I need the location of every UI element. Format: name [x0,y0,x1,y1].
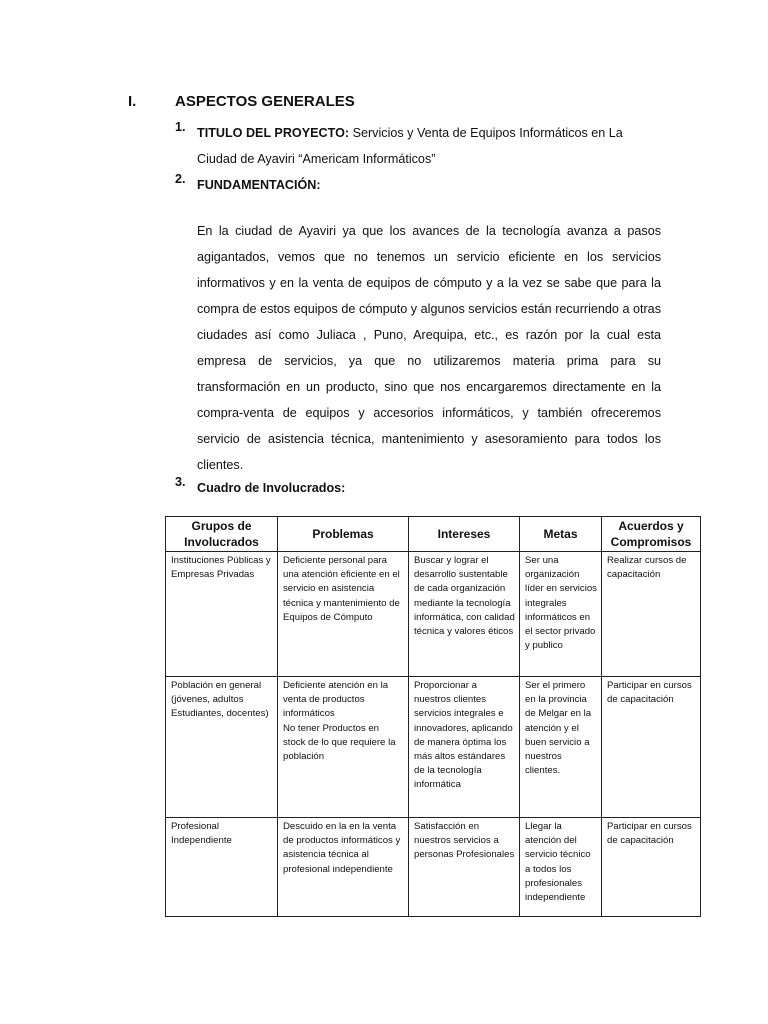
header-metas: Metas [520,517,602,552]
fundamentacion-label: FUNDAMENTACIÓN: [197,178,321,192]
table-row [166,677,701,818]
cell-acuerdos: Participar en cursos de capacitación [602,818,701,917]
cell-metas: Ser una organización líder en servicios integrales informáticos en el sector privado y publico [520,552,602,677]
titulo-label: TITULO DEL PROYECTO: [197,126,350,140]
cell-grupo: Instituciones Públicas y Empresas Privadas [166,552,278,677]
item-number: 2. [175,172,186,186]
cell-metas: Ser el primero en la provincia de Melgar en la atención y el buen servicio a nuestros clientes. [520,677,602,818]
table-row [166,818,701,917]
cell-problemas: Descuido en la en la venta de productos informáticos y asistencia técnica al profesional independiente [278,818,409,917]
involucrados-table [165,516,701,917]
cell-intereses: Proporcionar a nuestros clientes servicios integrales e innovadores, aplicando de manera óptima los más altos estándares de la tecnología informática [409,677,520,818]
cell-grupo: Población en general (jóvenes, adultos Estudiantes, docentes) [166,677,278,818]
cell-problemas: Deficiente personal para una atención eficiente en el servicio en asistencia técnica y mantenimiento de Equipos de Cómputo [278,552,409,677]
table-header-row [166,517,701,552]
section-title: ASPECTOS GENERALES [175,93,355,110]
cell-problemas [278,677,409,818]
item-number: 3. [175,475,186,489]
cell-problemas-line-1: Deficiente atención en la venta de productos informáticos [283,680,389,720]
cell-metas: Llegar la atención del servicio técnico a todos los profesionales independiente [520,818,602,917]
item-number: 1. [175,120,186,134]
cell-grupo: Profesional Independiente [166,818,278,917]
cuadro-label: Cuadro de Involucrados: [197,481,346,495]
header-problemas: Problemas [278,517,409,552]
header-grupos: Grupos de Involucrados [166,517,278,552]
header-acuerdos: Acuerdos y Compromisos [602,517,701,552]
section-number: I. [128,93,137,110]
fundamentacion-paragraph: En la ciudad de Ayaviri ya que los avances de la tecnología avanza a pasos agigantados, vemos que no tenemos un servicio eficiente en los servicios informativos y en la venta de equipos de cómputo y a la vez se sabe que para la compra de estos equipos de cómputo y algunos servicios están recurriendo a otras ciudades así como Juliaca , Puno, Arequipa, etc., es razón por la cual esta empresa de servicios, ya que no utilizaremos materia prima para su transformación en un producto, sino que nos encargaremos directamente en la compra-venta de equipos y accesorios informáticos, y también ofreceremos servicio de asistencia técnica, mantenimiento y asesoramiento para todos los clientes. [197,224,661,472]
cell-problemas-line-2: No tener Productos en stock de lo que requiere la población [283,722,396,763]
cell-intereses: Satisfacción en nuestros servicios a personas Profesionales [409,818,520,917]
item-body [197,120,637,172]
cell-intereses: Buscar y lograr el desarrollo sustentable de cada organización mediante la tecnología informática, con calidad técnica y valores éticos [409,552,520,677]
titulo-text: Servicios y Venta de Equipos Informáticos en La Ciudad de Ayaviri “Americam Informáticos” [197,126,623,166]
table-row [166,552,701,677]
header-intereses: Intereses [409,517,520,552]
cell-acuerdos: Realizar cursos de capacitación [602,552,701,677]
cell-acuerdos: Participar en cursos de capacitación [602,677,701,818]
